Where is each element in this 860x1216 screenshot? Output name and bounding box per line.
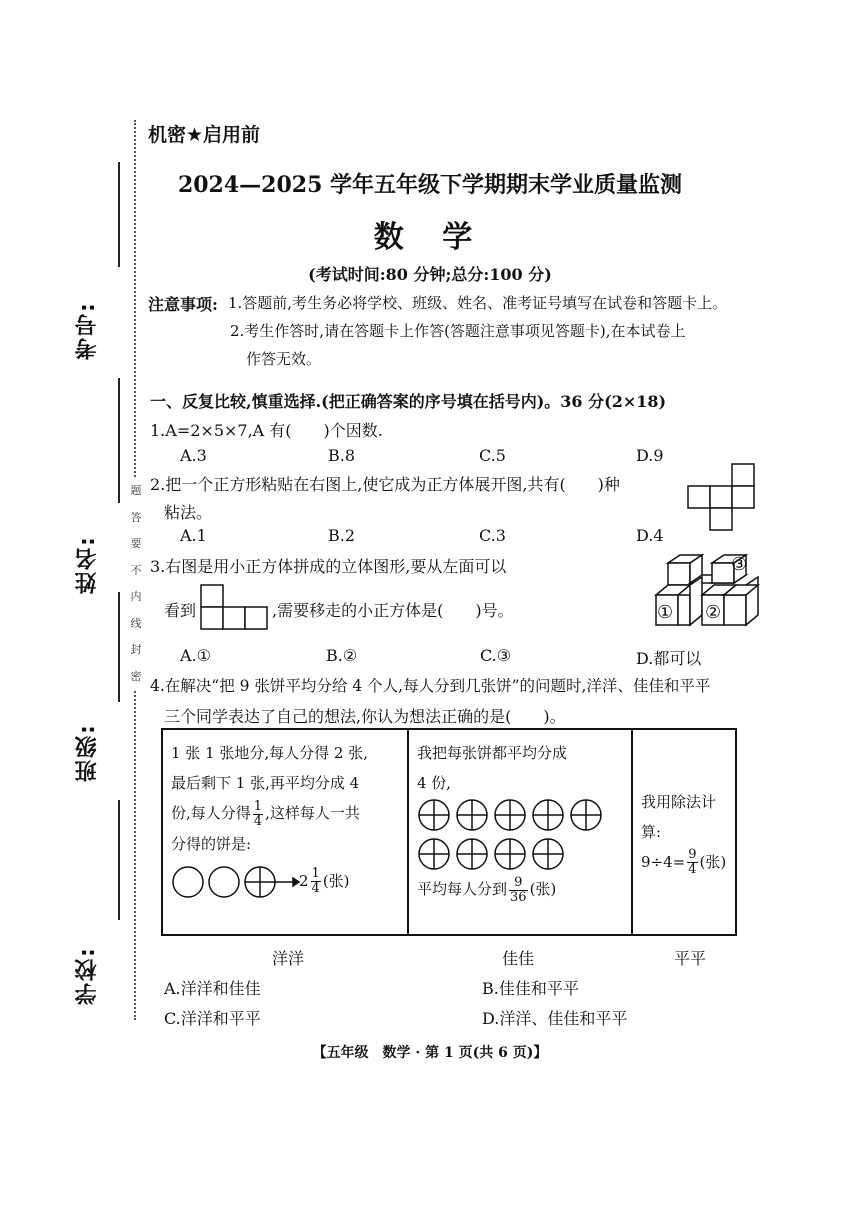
q4-option-a: A.洋洋和佳佳 — [164, 979, 261, 998]
page-footer: 【五年级 数学 · 第 1 页(共 6 页)】 — [312, 1045, 548, 1061]
seal-char: 内 — [130, 590, 142, 603]
ping-expr: 9÷4= — [641, 852, 686, 871]
question-3-see-text: 看到 — [164, 601, 197, 620]
fraction: $\frac{1}{4}$ — [311, 866, 320, 896]
yang-line-3-b: ,这样每人一共 — [265, 804, 360, 822]
notes-line-1: 1.答题前,考生务必将学校、班级、姓名、准考证号填写在试卷和答题卡上。 — [228, 294, 728, 312]
subject-title: 数 学 — [373, 220, 487, 255]
ping-line-1: 我用除法计算: — [641, 792, 717, 841]
jia-line-2: 4 份, — [417, 774, 452, 792]
question-2-stem-cont: 粘法。 — [164, 503, 213, 522]
class-label: 班级: — [75, 723, 100, 782]
ping-unit: (张) — [699, 852, 727, 871]
yang-line-2: 最后剩下 1 张,再平均分成 4 — [171, 774, 360, 792]
q3-option-a: A.① — [180, 646, 211, 665]
cube-label-1: ① — [657, 602, 674, 623]
yang-line-1: 1 张 1 张地分,每人分得 2 张, — [171, 744, 369, 762]
jia-result-a: 平均每人分到 — [417, 880, 508, 898]
yang-result-whole: 2 — [299, 871, 309, 890]
q2-option-c: C.3 — [479, 526, 506, 545]
cube-label-3: ③ — [731, 554, 748, 575]
yang-result-unit: (张) — [322, 871, 350, 890]
jia-result-b: (张) — [529, 880, 557, 898]
seal-char: 封 — [130, 643, 142, 656]
seal-char: 题 — [130, 484, 142, 497]
nine-cakes-figure — [417, 798, 613, 874]
q2-option-b: B.2 — [328, 526, 356, 545]
question-3-stem: 3.右图是用小正方体拼成的立体图形,要从左面可以 — [150, 557, 507, 576]
exam-info: (考试时间:80 分钟;总分:100 分) — [308, 265, 552, 284]
confidential-mark: 机密★启用前 — [148, 124, 261, 146]
yang-idea-cell — [162, 729, 408, 935]
q1-option-b: B.8 — [328, 446, 356, 465]
name-yang: 洋洋 — [272, 949, 305, 968]
q1-option-d: D.9 — [636, 446, 664, 465]
seal-char: 线 — [130, 616, 142, 630]
notes-label: 注意事项: — [148, 295, 218, 314]
q4-option-b: B.佳佳和平平 — [482, 979, 579, 998]
q2-option-d: D.4 — [636, 526, 664, 545]
ping-expression — [641, 847, 727, 878]
question-4-stem: 4.在解决“把 9 张饼平均分给 4 个人,每人分到几张饼”的问题时,洋洋、佳佳和平平 — [150, 677, 711, 695]
question-2-stem: 2.把一个正方形粘贴在右图上,使它成为正方体展开图,共有( )种 — [150, 475, 620, 494]
q3-option-b: B.② — [326, 646, 358, 665]
exam-number-line — [118, 378, 120, 503]
question-3-stem-cont: ,需要移走的小正方体是( )号。 — [272, 601, 514, 620]
school-label: 学校: — [75, 946, 100, 1005]
jia-idea-cell — [408, 729, 632, 935]
jia-result — [417, 874, 623, 905]
seal-char: 不 — [130, 563, 142, 577]
q3-option-c: C.③ — [480, 646, 512, 665]
fraction: $\frac{9}{4}$ — [688, 847, 697, 878]
ideas-table — [161, 728, 737, 936]
cube-net-figure — [688, 462, 768, 542]
question-4-stem-cont: 三个同学表达了自己的想法,你认为想法正确的是( )。 — [164, 707, 566, 726]
jia-line-1: 我把每张饼都平均分成 — [417, 744, 568, 762]
q4-option-d: D.洋洋、佳佳和平平 — [482, 1009, 628, 1028]
yang-line-3-a: 份,每人分得 — [171, 804, 251, 822]
q2-option-a: A.1 — [180, 526, 207, 545]
section-heading: 一、反复比较,慎重选择.(把正确答案的序号填在括号内)。36 分(2×18) — [150, 392, 667, 411]
q3-option-d: D.都可以 — [636, 649, 702, 668]
name-jia: 佳佳 — [502, 949, 535, 968]
notes-line-2: 2.考生作答时,请在答题卡上作答(答题注意事项见答题卡),在本试卷上 — [230, 322, 686, 340]
seal-char: 要 — [130, 537, 142, 550]
question-1-stem: 1.A=2×5×7,A 有( )个因数. — [150, 421, 383, 440]
exam-title: 2024—2025 学年五年级下学期期末学业质量监测 — [177, 172, 683, 198]
cube-label-2: ② — [705, 602, 722, 623]
student-name-label: 姓名: — [75, 535, 100, 594]
yang-result-row — [171, 865, 399, 899]
left-view-figure — [200, 584, 272, 632]
cake-pictogram-row — [171, 865, 299, 899]
fraction: $\frac{1}{4}$ — [253, 798, 263, 829]
yang-line-3 — [171, 798, 399, 829]
q1-option-a: A.3 — [180, 446, 207, 465]
notes-line-3: 作答无效。 — [246, 350, 322, 368]
fraction: $\frac{9}{36}$ — [510, 874, 527, 905]
ping-idea-cell — [632, 729, 736, 935]
class-line — [118, 800, 120, 920]
seal-char: 密 — [130, 669, 142, 683]
seal-notice — [129, 478, 143, 690]
exam-number-label: 考号: — [75, 301, 100, 360]
q4-option-c: C.洋洋和平平 — [164, 1009, 261, 1028]
yang-line-4: 分得的饼是: — [171, 834, 252, 853]
q1-option-c: C.5 — [479, 446, 506, 465]
student-name-line — [118, 592, 120, 702]
name-ping: 平平 — [674, 949, 707, 968]
seal-char: 答 — [130, 510, 142, 524]
